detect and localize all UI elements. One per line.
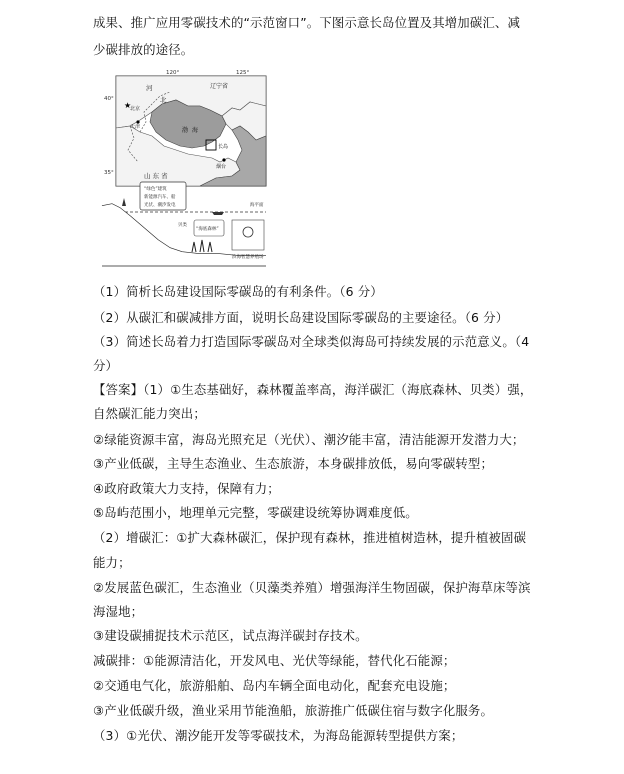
lat-35-label: 35°	[104, 170, 114, 176]
bohai-label-1: 渤	[182, 127, 189, 134]
answer-1-item-4: ④政府政策大力支持，保障有力；	[93, 481, 280, 496]
intro-line-1: 成果、推广应用零碳技术的“示范窗口”。下图示意长岛位置及其增加碳汇、减	[93, 15, 520, 30]
answer-3-head: （3）①光伏、潮汐能开发等零碳技术，为海岛能源转型提供方案；	[93, 728, 464, 743]
green-building-label: “绿色”建筑	[144, 187, 167, 192]
tianjin-label: 天津	[130, 124, 141, 130]
beijing-label: 北京	[130, 106, 141, 112]
hebei-label-1: 河	[146, 84, 153, 92]
answer-2-cont: 能力；	[93, 555, 131, 570]
answer-1-head: 【答案】（1）①生态基础好，森林覆盖率高，海洋碳汇（海底森林、贝类）强，	[93, 382, 533, 397]
yantai-label: 烟台	[216, 164, 227, 170]
answer-2-item-3: ③建设碳捕捉技术示范区，试点海洋碳封存技术。	[93, 628, 368, 643]
answer-1-item-2: ②绿能资源丰富，海岛光照充足（光伏）、潮汐能丰富，清洁能源开发潜力大；	[93, 432, 525, 447]
intro-line-2: 少碳排放的途径。	[93, 42, 194, 57]
answer-1-item-5: ⑤岛屿范围小，地理单元完整，零碳建设统筹协调难度低。	[93, 505, 418, 520]
shell-label: 贝类	[178, 223, 187, 228]
ev-label: 新能源汽车、船	[144, 195, 176, 200]
shandong-label: 山 东 省	[144, 172, 168, 180]
question-3-line-2: 分）	[93, 358, 119, 373]
lon-125-label: 125°	[236, 70, 250, 76]
bohai-label-2: 海	[192, 127, 199, 134]
lat-40-label: 40°	[104, 96, 114, 102]
ranch-box	[232, 220, 264, 250]
question-1: （1）简析长岛建设国际零碳岛的有利条件。（6 分）	[93, 284, 383, 299]
answer-2-head: （2）增碳汇：①扩大森林碳汇，保护现有森林，推进植树造林，提升植被固碳	[93, 530, 527, 545]
answer-1-cont: 自然碳汇能力突出；	[93, 406, 206, 421]
question-2: （2）从碳汇和碳减排方面，说明长岛建设国际零碳岛的主要途径。（6 分）	[93, 310, 509, 325]
sea-level-label: 海平面	[250, 203, 264, 208]
ship-icon	[212, 212, 224, 215]
answer-2-reduction-1: 减碳排：①能源清洁化，开发风电、光伏等绿能，替代化石能源；	[93, 653, 456, 668]
profile-diagram	[102, 182, 266, 266]
yantai-dot	[222, 158, 225, 161]
changdao-label: 长岛	[218, 144, 229, 150]
forest-label: “海底森林”	[196, 227, 219, 232]
location-map	[104, 70, 266, 186]
changdao-figure	[100, 66, 280, 278]
answer-2-reduction-3: ③产业低碳升级，渔业采用节能渔船，旅游推广低碳住宿与数字化服务。	[93, 703, 494, 718]
answer-2-reduction-2: ②交通电气化，旅游船舶、岛内车辆全面电动化，配套充电设施；	[93, 678, 456, 693]
beijing-star-icon: ★	[124, 101, 132, 110]
answer-2-item-2a: ②发展蓝色碳汇，生态渔业（贝藻类养殖）增强海洋生物固碳，保护海草床等滨	[93, 580, 531, 595]
answer-1-item-3: ③产业低碳，主导生态渔业、生态旅游，本身碳排放低，易向零碳转型；	[93, 456, 494, 471]
figure-svg	[100, 66, 280, 278]
answer-2-item-2b: 海湿地；	[93, 604, 144, 619]
liaoning-label: 辽宁省	[210, 83, 229, 90]
question-3-line-1: （3）简述长岛着力打造国际零碳岛对全球类似海岛可持续发展的示范意义。（4	[93, 334, 530, 349]
tree-icon	[122, 198, 126, 206]
lon-120-label: 120°	[166, 70, 180, 76]
seaweed-icon	[192, 240, 212, 252]
ranch-label: 滨海智慧养殖场	[232, 255, 264, 260]
hebei-label-2: 北	[160, 96, 167, 104]
solar-tide-label: 光伏、潮汐发电	[144, 203, 176, 208]
